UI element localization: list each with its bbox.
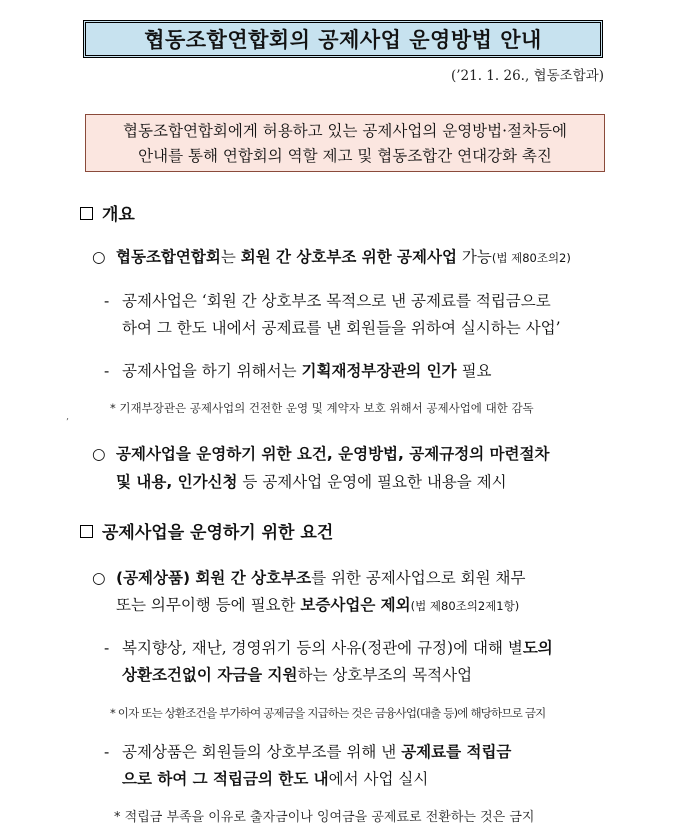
summary-box: [85, 114, 605, 172]
requirements-note-1: * 이자 또는 상환조건을 부가하여 공제금을 지급하는 것은 금융사업(대출 등)에 해당하므로 금지: [110, 706, 546, 720]
stray-mark: ’: [66, 418, 69, 428]
circle-bullet-icon: ○: [92, 248, 106, 266]
requirements-item-1-cont: 또는 의무이행 등에 필요한 보증사업은 제외(법 제80조의2제1항): [116, 596, 520, 614]
overview-note-1: * 기재부장관은 공제사업의 건전한 운영 및 계약자 보호 위해서 공제사업에 대한 감독: [110, 401, 534, 415]
page-title: 협동조합연합회의 공제사업 운영방법 안내: [144, 28, 542, 52]
dash-bullet: -: [104, 639, 110, 657]
overview-item-2: ○ 공제사업을 운영하기 위한 요건, 운영방법, 공제규정의 마련절차: [92, 445, 550, 463]
section-heading-overview: 개요: [80, 200, 135, 225]
overview-sub-1-cont: 하여 그 한도 내에서 공제료를 낸 회원들을 위하여 실시하는 사업’: [122, 319, 561, 337]
checkbox-square-icon: [80, 525, 93, 538]
section-heading-requirements: 공제사업을 운영하기 위한 요건: [80, 518, 333, 543]
date-line: (’21. 1. 26., 협동조합과): [450, 68, 604, 84]
requirements-sub-1-cont: 상환조건없이 자금을 지원하는 상호부조의 목적사업: [122, 666, 473, 684]
requirements-sub-2: - 공제상품은 회원들의 상호부조를 위해 낸 공제료를 적립금: [104, 743, 512, 761]
circle-bullet-icon: ○: [92, 569, 106, 587]
requirements-item-1: ○ (공제상품) 회원 간 상호부조를 위한 공제사업으로 회원 채무: [92, 569, 526, 587]
requirements-sub-1: - 복지향상, 재난, 경영위기 등의 사유(정관에 규정)에 대해 별도의: [104, 639, 553, 657]
checkbox-square-icon: [80, 207, 93, 220]
dash-bullet: -: [104, 743, 110, 761]
overview-sub-1: - 공제사업은 ‘회원 간 상호부조 목적으로 낸 공제료를 적립금으로: [104, 292, 551, 310]
requirements-note-2: * 적립금 부족을 이유로 출자금이나 잉여금을 공제료로 전환하는 것은 금지: [114, 810, 535, 825]
dash-bullet: -: [104, 292, 110, 310]
dash-bullet: -: [104, 362, 110, 380]
overview-item-1: ○ 협동조합연합회는 회원 간 상호부조 위한 공제사업 가능(법 제80조의2): [92, 248, 571, 266]
summary-line-1: 협동조합연합회에게 허용하고 있는 공제사업의 운영방법·절차등에: [123, 122, 567, 140]
requirements-sub-2-cont: 으로 하여 그 적립금의 한도 내에서 사업 실시: [122, 770, 429, 788]
title-banner: [83, 20, 603, 58]
summary-line-2: 안내를 통해 연합회의 역할 제고 및 협동조합간 연대강화 촉진: [138, 147, 552, 165]
overview-sub-2: - 공제사업을 하기 위해서는 기획재정부장관의 인가 필요: [104, 362, 492, 380]
overview-item-2-cont: 및 내용, 인가신청 등 공제사업 운영에 필요한 내용을 제시: [116, 473, 507, 491]
circle-bullet-icon: ○: [92, 445, 106, 463]
